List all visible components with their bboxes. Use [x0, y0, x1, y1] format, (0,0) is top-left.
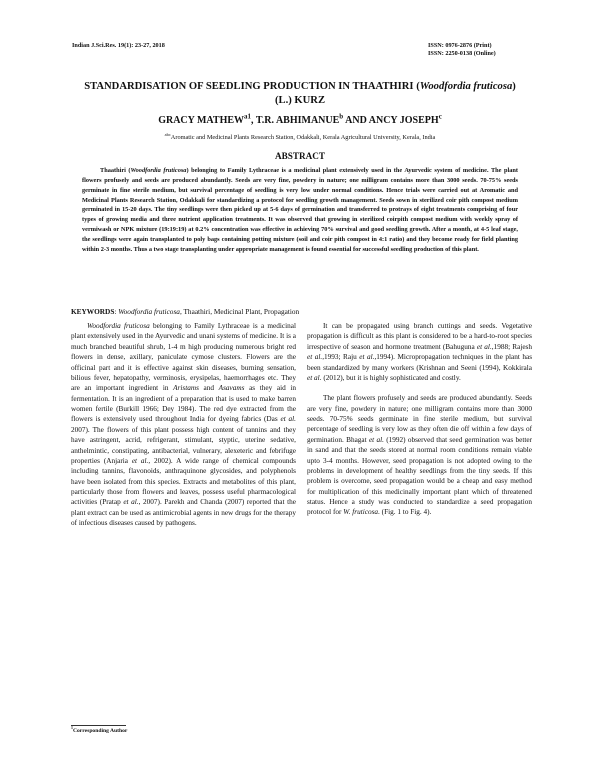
right-p2-a: The plant flowers profusely and seeds are produced abundantly. Seeds are very fine, powdery in nature; one milligram contains more than 3000 seeds. 70-75% seeds germinate in fine sterile medium, but survival percentage of seedling is very low as they often die off within a few days of germination. Bhagat [307, 394, 532, 444]
journal-reference: Indian J.Sci.Res. 19(1): 23-27, 2018 [72, 42, 165, 49]
author-3-sup: c [438, 112, 442, 121]
affiliation [70, 131, 530, 141]
left-p1-e: 2002). A wide range of chemical compounds including tannins, flavonoids, anthraquinone glycosides, and polyphenols have been isolated from this species. Extracts and metabolites of this plant, particularly those from flowers and leaves, possess useful pharmacological activities (Pratap [71, 456, 296, 507]
right-p2-i1: et al. [368, 435, 384, 444]
title-line1-pre: STANDARDISATION OF SEEDLING PRODUCTION IN THAATHIRI ( [84, 81, 420, 92]
right-p2-i2: W. fruticosa [343, 508, 379, 517]
right-p1-d: ,1994). Micropropagation techniques in the plant has been standardized by many workers (Krishnan and Seeni (1994), Kokkirala [307, 353, 533, 372]
abstract-lead: Thaathiri ( [100, 167, 131, 174]
issn-block [428, 42, 496, 58]
affiliation-sup: abc [164, 131, 171, 137]
keywords-line [71, 307, 531, 316]
affiliation-text: Aromatic and Medicinal Plants Research Station, Odakkali, Kerala Agricultural University, Kerala, India [170, 134, 436, 141]
left-p1-i5: et al., [131, 456, 151, 465]
left-paragraph-1 [71, 321, 296, 529]
right-column [307, 321, 532, 518]
keywords-italic: Woodfordia fruticosa [118, 307, 180, 316]
left-p1-a: belonging to Family Lythraceae is a medicinal plant extensively used in the Ayurvedic and unani systems of medicine. It is a much branched beautiful shrub, 1-4 m high producing numerous bright red flowers in dense, axillary, paniculate cymose clusters. Flowers are the officinal part and it is effective against skin diseases, burning sensation, bilious fever, hepatopathy, verminosis, erysipelas, haemorrhages etc. They are an important ingredient in [71, 322, 297, 393]
footnote-sup: 1 [71, 726, 73, 731]
footnote [71, 728, 127, 734]
issn-online: ISSN: 2250-0138 (Online) [428, 50, 496, 58]
right-p1-c: ,1993; Raju [322, 353, 360, 362]
issn-print: ISSN: 0976-2876 (Print) [428, 42, 492, 49]
right-paragraph-2 [307, 393, 532, 518]
author-1: GRACY MATHEW [158, 115, 245, 126]
right-p1-a: It can be propagated using branch cuttings and seeds. Vegetative propagation is difficult as this plant is considered to be a hard-to-root species irrespective of season and hormone treatment (Bahuguna [307, 322, 532, 351]
left-column [71, 321, 296, 529]
author-1-sup: a1 [244, 112, 252, 121]
left-p1-i6: et al. [123, 498, 139, 507]
right-p1-e: (2012), but it is highly sophisticated and costly. [321, 373, 461, 382]
keywords-label: KEYWORDS [71, 307, 115, 316]
right-paragraph-1 [307, 321, 532, 383]
left-p1-d: 2007). The flowers of this plant possess high content of tannins and they have astringent, acrid, refrigerant, stimulant, styptic, uterine sedative, anthelmintic, constipating, antibacterial, vulnerary, alexeteric and febrifuge properties (Anjaria [71, 425, 296, 465]
author-2: , T.R. ABHIMANUE [251, 115, 340, 126]
left-p1-i3: Asavams [218, 384, 245, 393]
keywords-colon: : [114, 307, 119, 316]
abstract-lead-italic: Woodfordia fruticosa [130, 167, 187, 174]
abstract-text [82, 166, 518, 255]
right-p2-b: (1992) observed that seed germination was better in sand and that the seeds stored at normal room conditions remain viable upto 3-4 months. However, seed propagation is not adopted owing to the problems in development of healthy seedlings from the tiny seeds. If this problem is overcome, seed propagation would be a cheap and easy method for multiplication of this medicinally important plant which of threatened status. Hence a study was conducted to standardize a seed propagation protocol for [307, 435, 532, 517]
left-p1-italic: Woodfordia fruticosa [87, 322, 150, 330]
author-list [70, 112, 530, 126]
left-p1-c: as they aid in fermentation. It is an ingredient of a preparation that is used to make barren women fertile (Burkill 1966; Dey 1984). The red dye extracted from the flowers is extensively used throughout India for dyeing fabrics (Das [71, 384, 297, 424]
abstract-body: ) belonging to Family Lythraceae is a medicinal plant extensively used in the Ayurvedic system of medicine. The plant flowers profusely and seeds are produced abundantly. Seeds are very fine, powdery in nature; one milligram contains more than 3000 seeds. 70-75% seeds germinate in fine sterile medium, but survival percentage of seedling is very low under normal conditions. Hence trials were carried out at Aromatic and Medicinal Plants Research Station, Odakkali for standardizing a protocol for seedling growth management. Seeds sown in sterilized coir pith compost medium germinated in 15-20 days. The tiny seedlings were then picked up at 5-6 days of germination and transferred to protrays of eight treatments comprising of four types of growing media and three nutrient application treatments. It was observed that growing in sterilized coirpith compost medium with weekly spray of vermiwash or NPK mixture (19:19:19) at 0.2% concentration was effective in achieving 70% survival and good seedling growth. After a month, at 4-5 leaf stage, the seedlings were again transplanted to poly bags containing potting mixture (soil and coir pith compost in 4:1 ratio) and they become ready for field planting within 2-3 months. Thus a two stage transplanting under appropriate management is found essential for successful seedling production of this plant. [82, 167, 518, 253]
right-p1-b: ,1988; Rajesh [491, 342, 533, 351]
keywords-rest: , Thaathiri, Medicinal Plant, Propagation [179, 307, 300, 316]
author-3: AND ANCY JOSEPH [343, 115, 439, 126]
footnote-rule [71, 725, 126, 726]
right-p1-i2: et al. [307, 353, 323, 362]
right-p1-i4: et al. [307, 373, 322, 382]
abstract-heading: ABSTRACT [274, 151, 326, 161]
title-line2: (L.) KURZ [274, 94, 326, 106]
right-p2-c: . (Fig. 1 to Fig. 4). [378, 508, 432, 517]
footnote-text: Corresponding Author [72, 728, 128, 734]
author-2-sup: b [339, 112, 344, 121]
left-p1-f: , 2007). Parekh and Chanda (2007) reported that the plant extract can be used as antimicrobial agents in new drugs for the therapy of infectious diseases caused by pathogens. [71, 498, 296, 528]
title-line1-italic: Woodfordia fruticosa [419, 81, 513, 92]
left-p1-i2: Aristams [173, 384, 199, 393]
left-p1-i4: et al. [280, 415, 296, 424]
paper-title [70, 80, 530, 107]
right-p1-i1: et al. [476, 342, 492, 351]
right-p1-i3: et al. [359, 353, 375, 362]
title-line1-post: ) [512, 81, 516, 92]
left-p1-b: and [198, 384, 219, 393]
